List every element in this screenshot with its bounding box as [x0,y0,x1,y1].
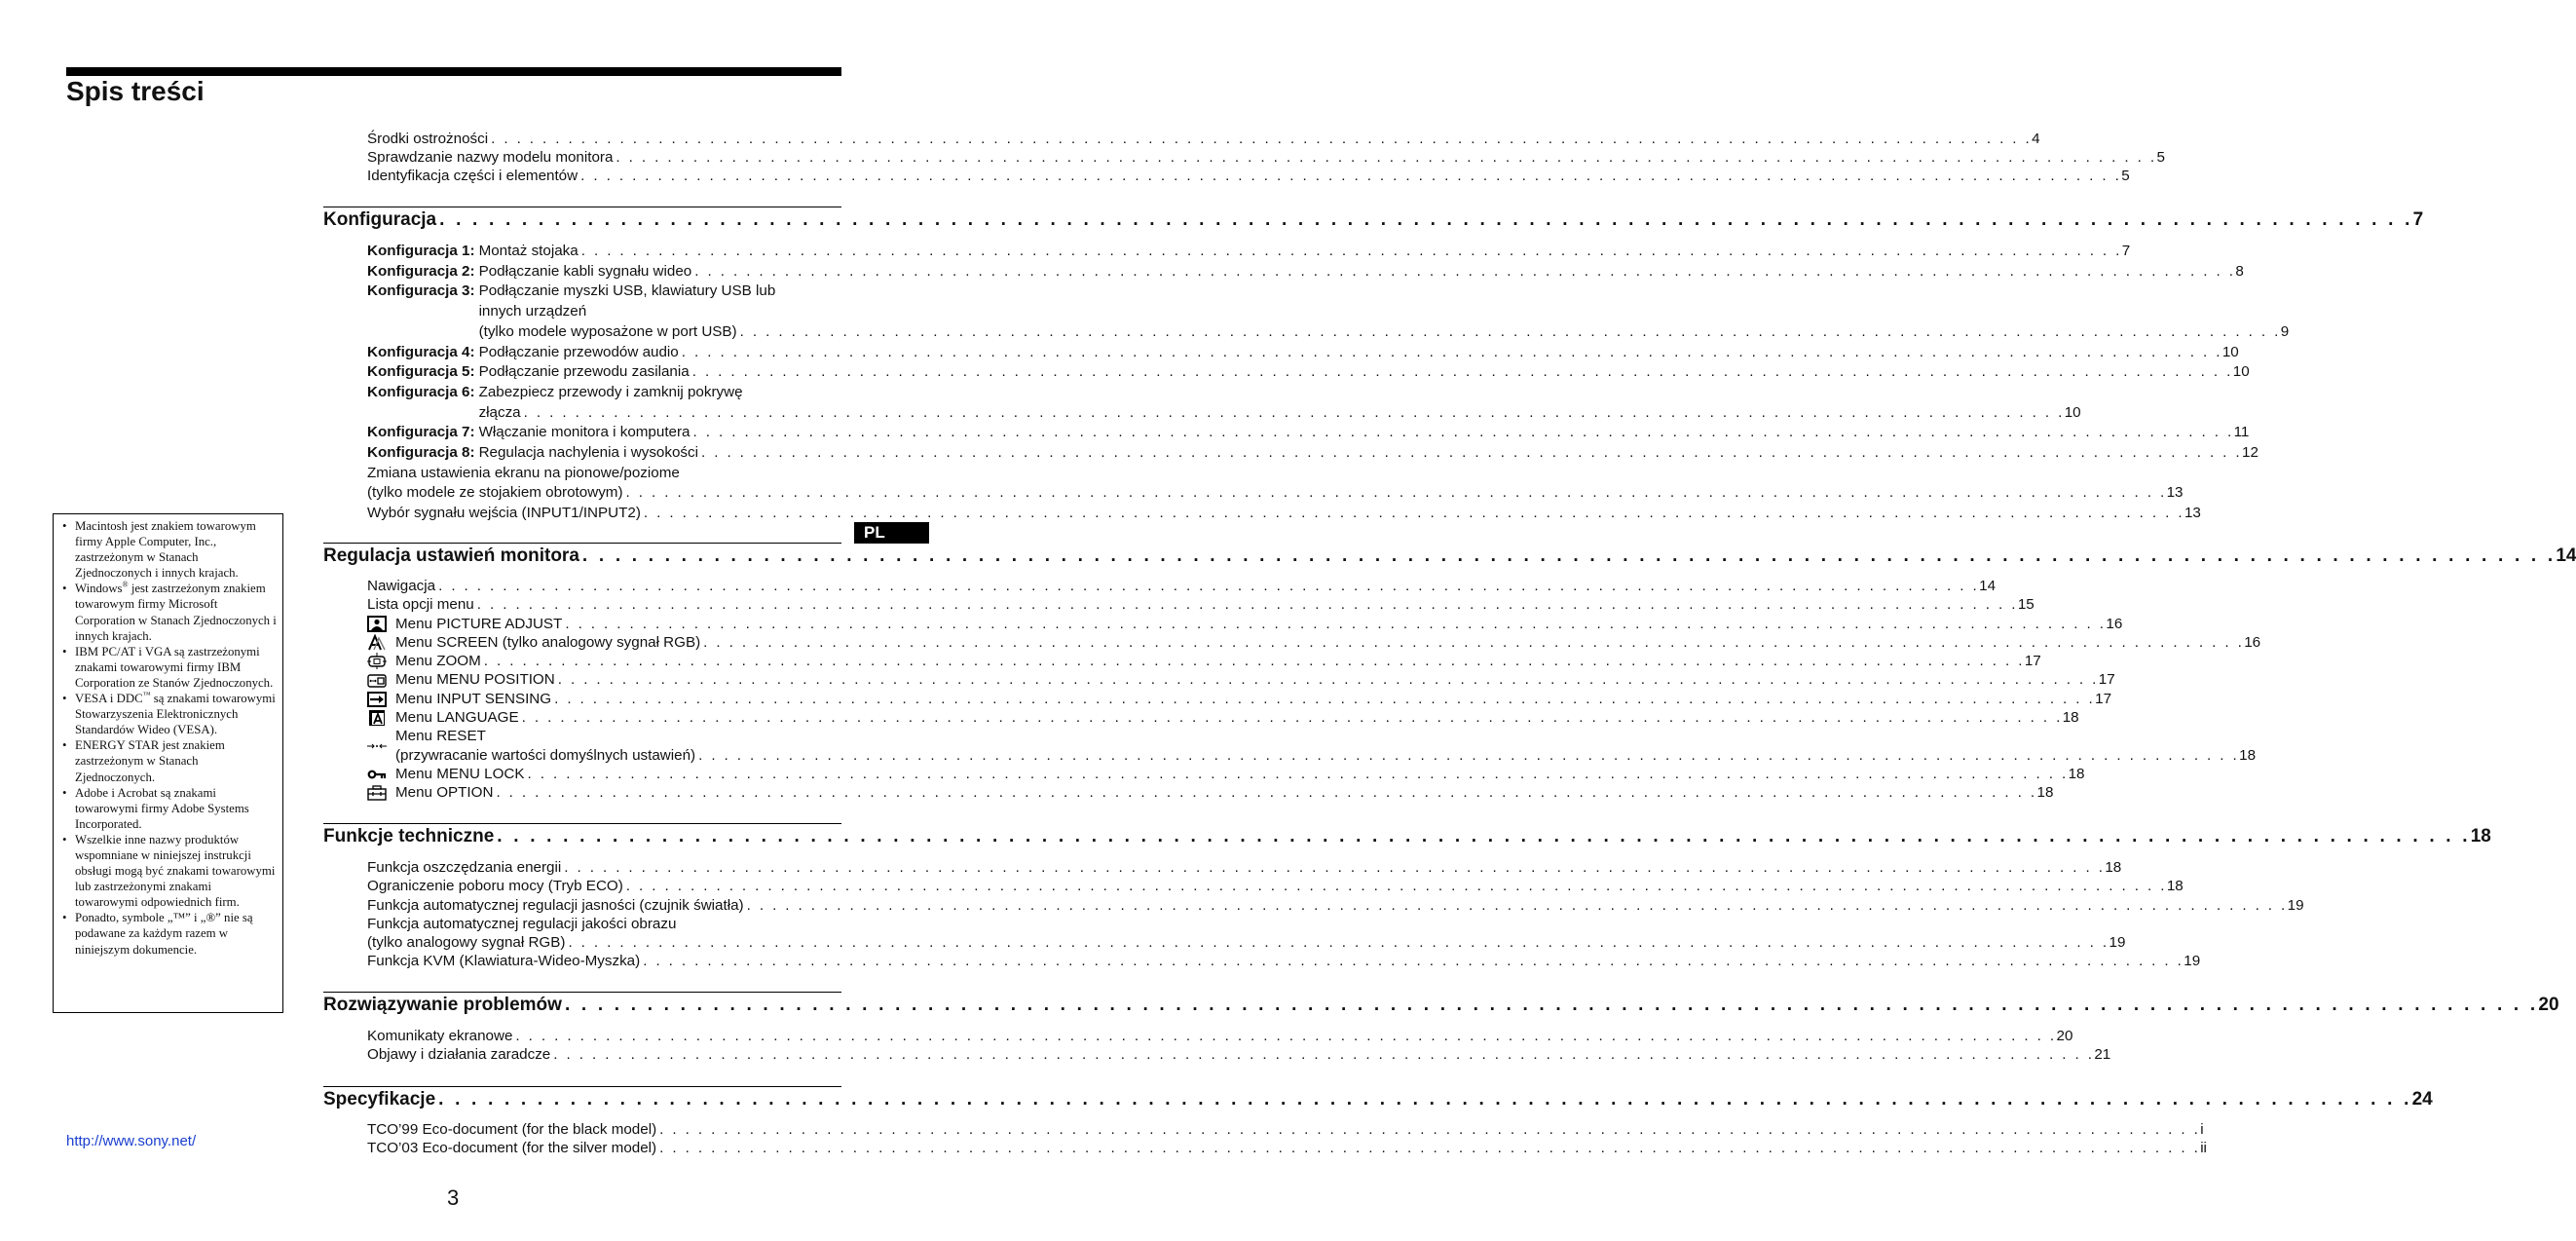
entry-lines [367,504,2201,524]
entry-lines [367,1120,2204,1139]
entry-last-line [395,633,2261,652]
entry-lines [478,282,2290,342]
section-page: 7 [2412,209,2424,230]
entry-page: 17 [2024,653,2041,670]
trademark-text: Ponadto, symbole „™” i „®” nie są podawane za każdym razem w niniejszym dokumencie. [75,911,253,957]
dot-leader: . . . . . . . . . . . . . . . . . . . . . . . . . . . . . . . . . . . . . . . . . . . . . . . . . . . . . . . . . . . . . . . . . . . . . . . . . . . . . . . . . . . . . . . . . . . . . . . . . . . . . . . . . . . . . . . . . . . . . . . . [643,953,2184,970]
entry-lines [478,362,2250,383]
entry-last-line [367,130,2040,148]
entry-lines [478,262,2244,282]
entry-last-line [478,343,2239,363]
entry-last-line [367,933,2126,952]
dot-leader: . . . . . . . . . . . . . . . . . . . . . . . . . . . . . . . . . . . . . . . . . . . . . . . . . . . . . . . . . . . . . . . . . . . . . . . . . . . . . . . . . . . . . . . . . . . . . . . . . . . . . . . . . . . . . . . . . . . . . . . . [476,596,2018,614]
entry-lines [478,423,2250,443]
toc-entry[interactable] [367,690,2112,708]
entry-last-line [367,877,2184,895]
entry-lines [367,595,2035,614]
entry-lines [367,167,2130,185]
dot-leader: . . . . . . . . . . . . . . . . . . . . . . . . . . . . . . . . . . . . . . . . . . . . . . . . . . . . . . . . . . . . . . . . . . . . . . . . . . . . . . . . . . . . . . . . . . . . . . . . . . . . . . . . . . . . . . . . . . . . . . . . [625,878,2167,895]
entry-page: 18 [2239,746,2257,764]
entry-lines [367,915,2126,953]
entry-text: Podłączanie przewodów audio [478,343,679,360]
entry-text: Środki ostrożności [367,131,489,147]
entry-text: Menu ZOOM [395,653,481,670]
entry-last-line [367,167,2130,185]
trademark-text: jest zastrzeżonym znakiem towarowym firmy Microsoft Corporation w Stanach Zjednoczonych i innych krajach. [75,582,277,643]
entry-label: Konfiguracja 1: [367,243,475,259]
entry-page: 18 [2062,709,2079,727]
toc-entry[interactable] [367,504,2201,524]
dot-leader: . . . . . . . . . . . . . . . . . . . . . . . . . . . . . . . . . . . . . . . . . . . . . . . . . . . . . . . . . . . . . . . . . . . . . . . . . . . . . . . . . . . . . . . . . . . . . . . . . . . . . . . . . . . . . . . . . . . . . . . . [580,168,2122,184]
section-heading[interactable] [323,993,2559,1018]
entry-last-line [395,690,2112,708]
toc-entry[interactable] [367,443,2259,464]
toc-entry[interactable] [367,362,2250,383]
entry-page: 14 [1979,578,1997,594]
entry-text: (przywracanie wartości domyślnych ustawień) [395,746,696,764]
entry-text: Funkcja KVM (Klawiatura-Wideo-Myszka) [367,953,641,970]
section-page: 14 [2556,545,2576,566]
reset-icon [367,727,395,765]
toc-entry-list [367,1027,2111,1065]
dot-leader: . . . . . . . . . . . . . . . . . . . . . . . . . . . . . . . . . . . . . . . . . . . . . . . . . . . . . . . . . . . . . . . . . . . . . . . . . . . . . . . . . . . . . . . . . . . . . . . . . . . . . . . . . . . . . . . . . . . . . . . . [616,149,2157,166]
dot-leader: . . . . . . . . . . . . . . . . . . . . . . . . . . . . . . . . . . . . . . . . . . . . . . . . . . . . . . . . . . . . . . . . . . . . . . . . . . . . . . . . . . . . . . . . . . . . . . . . . . . . . . . . . . . . . . . . . . . . . . . . [491,131,2033,147]
dot-leader: . . . . . . . . . . . . . . . . . . . . . . . . . . . . . . . . . . . . . . . . . . . . . . . . . . . . . . . . . . . . . . . . . . . . . . . . . . . . . . . . . . . . . . . . . . . . . . . . . . . . . . . . . . . . . . . . . . . . . . . . [694,262,2236,280]
entry-text: Zabezpiecz przewody i zamknij pokrywę [478,383,743,400]
dot-leader: . . . . . . . . . . . . . . . . . . . . . . . . . . . . . . . . . . . . . . . . . . . . . . . . . . . . . . . . . . . . . . . . . . . . . . . . . . . . . . . . . . . . . . . . . . . . . . . . . . . . . . . . . . . . . . . . . . . . . . . . [739,322,2281,340]
entry-lines [367,1027,2073,1045]
dot-leader: . . . . . . . . . . . . . . . . . . . . . . . . . . . . . . . . . . . . . . . . . . . . . . . . . . . . . . . . . . . . . . . . . . . . . . . . . . . . . . . . . . . . . . . . . . . . . . . . . . . . . . . . . . . . . . . . . . . . . . . . [523,403,2065,421]
trademarks-box [53,513,283,1013]
entry-last-line [478,322,2290,343]
dot-leader: . . . . . . . . . . . . . . . . . . . . . . . . . . . . . . . . . . . . . . . . . . . . . . . . . . . . . . . . . . . . . . . . . . . . . . . . . . . . . . . . . . . . . . . . . . . . . . . . . . . . . . . . . . . . . . . . . . . . . . . . [568,934,2109,952]
entry-page: 10 [2232,363,2250,381]
top-bar [66,67,841,76]
dot-leader: . . . . . . . . . . . . . . . . . . . . . . . . . . . . . . . . . . . . . . . . . . . . . . . . . . . . . . . . . . . . . . . . . . . . . . . . . . . . . . . . . . . . . . . . . . . . . . . . . . . . . . . . . . . . . . . . . . . . . . . . [564,859,2106,876]
entry-lines [367,952,2201,970]
section-page: 20 [2538,995,2559,1015]
dot-leader: . . . . . . . . . . . . . . . . . . . . . . . . . . . . . . . . . . . . . . . . . . . . . . . . . . . . . . . . . . . . . . . . . . . . . . . . . . . . . . . . . . . . . . . . . . . . . . . . . . . . . . . . . . . . . . . . . . . . . . . . [496,784,2037,802]
dot-leader: . . . . . . . . . . . . . . . . . . . . . . . . . . . . . . . . . . . . . . . . . . . . . . . . . . . . . . . . . . . . . . . . . . . . . . . . . . . . . . . . . . . . . . . . . . . . . . . . . . . . . . . . . . . . . . . . . . . . . . . . [439,209,2413,230]
entry-last-line [367,1120,2204,1139]
trademark-text: Wszelkie inne nazwy produktów wspomniane w niniejszej instrukcji obsługi mogą być znakami towarowymi lub zastrzeżonymi znakami towarowymi odpowiednich firm. [75,832,276,910]
entry-last-line [395,670,2115,689]
toc-entry[interactable] [367,615,2123,633]
dot-leader: . . . . . . . . . . . . . . . . . . . . . . . . . . . . . . . . . . . . . . . . . . . . . . . . . . . . . . . . . . . . . . . . . . . . . . . . . . . . . . . . . . . . . . . . . . . . . . . . . . . . . . . . . . . . . . . . . . . . . . . . [625,484,2167,502]
entry-text: Funkcja automatycznej regulacji jakości obrazu [367,915,677,932]
dot-leader: . . . . . . . . . . . . . . . . . . . . . . . . . . . . . . . . . . . . . . . . . . . . . . . . . . . . . . . . . . . . . . . . . . . . . . . . . . . . . . . . . . . . . . . . . . . . . . . . . . . . . . . . . . . . . . . . . . . . . . . . [527,765,2069,782]
toc-entry[interactable] [367,423,2250,443]
toc-entry[interactable] [367,952,2201,970]
entry-text: Funkcja automatycznej regulacji jasności (czujnik światła) [367,896,744,914]
entry-lines [395,652,2041,670]
trademark-name: VESA i DDC [75,692,143,706]
toc-entry[interactable] [367,652,2041,670]
trademark-item [75,737,277,784]
entry-page: 5 [2121,168,2130,184]
toc-entry[interactable] [367,343,2239,363]
entry-lines [395,670,2115,689]
dot-leader: . . . . . . . . . . . . . . . . . . . . . . . . . . . . . . . . . . . . . . . . . . . . . . . . . . . . . . . . . . . . . . . . . . . . . . . . . . . . . . . . . . . . . . . . . . . . . . . . . . . . . . . . . . . . . . . . . . . . . . . . [565,615,2107,632]
entry-lines [367,130,2040,148]
trademark-name: Windows [75,582,123,596]
dot-leader: . . . . . . . . . . . . . . . . . . . . . . . . . . . . . . . . . . . . . . . . . . . . . . . . . . . . . . . . . . . . . . . . . . . . . . . . . . . . . . . . . . . . . . . . . . . . . . . . . . . . . . . . . . . . . . . . . . . . . . . . [580,243,2122,259]
entry-last-line [367,896,2304,915]
language-tab: PL [854,522,929,544]
toc-entry[interactable] [367,896,2304,915]
trademark-text: są znakami towarowymi Stowarzyszenia Elektronicznych Standardów Wideo (VESA). [75,692,276,737]
entry-label: Konfiguracja 8: [367,444,475,462]
dot-leader: . . . . . . . . . . . . . . . . . . . . . . . . . . . . . . . . . . . . . . . . . . . . . . . . . . . . . . . . . . . . . . . . . . . . . . . . . . . . . . . . . . . . . . . . . . . . . . . . . . . . . . . . . . . . . . . . . . . . . . . . [698,746,2240,764]
entry-page: 21 [2094,1046,2111,1064]
entry-text: Menu SCREEN (tylko analogowy sygnał RGB) [395,633,701,651]
dot-leader: . . . . . . . . . . . . . . . . . . . . . . . . . . . . . . . . . . . . . . . . . . . . . . . . . . . . . . . . . . . . . . . . . . . . . . . . . . . . . . . . . . . . . . . . . . . . . . . . . . . . . . . . . . . . . . . . . . . . . . . . [553,1046,2095,1064]
entry-text: Montaż stojaka [478,243,579,259]
dot-leader: . . . . . . . . . . . . . . . . . . . . . . . . . . . . . . . . . . . . . . . . . . . . . . . . . . . . . . . . . . . . . . . . . . . . . . . . . . . . . . . . . . . . . . . . . . . . . . . . . . . . . . . . . . . . . . . . . . . . . . . . [659,1121,2201,1138]
dot-leader: . . . . . . . . . . . . . . . . . . . . . . . . . . . . . . . . . . . . . . . . . . . . . . . . . . . . . . . . . . . . . . . . . . . . . . . . . . . . . . . . . . . . . . . . . . . . . . . . . . . . . . . . . . . . . . . . . . . . . . . . [703,633,2245,651]
entry-last-line [395,783,2054,802]
picture-adjust-icon [367,615,395,633]
entry-page: 16 [2106,615,2123,632]
toc-entry[interactable] [367,877,2184,895]
toc-entry-list [367,858,2304,971]
menu-lock-icon [367,765,395,783]
section-title: Funkcje techniczne [323,826,495,846]
entry-text: Menu LANGUAGE [395,709,519,727]
entry-page: 13 [2184,505,2201,522]
toc-entry[interactable] [367,1120,2204,1139]
section-heading[interactable] [323,824,2491,849]
toc-entry[interactable] [367,464,2184,504]
dot-leader: . . . . . . . . . . . . . . . . . . . . . . . . . . . . . . . . . . . . . . . . . . . . . . . . . . . . . . . . . . . . . . . . . . . . . . . . . . . . . . . . . . . . . . . . . . . . . . . . . . . . . . . . . . . . . . . . . . . . . . . . [643,505,2184,522]
trademark-text: IBM PC/AT i VGA są zastrzeżonymi znakami towarowymi firmy IBM Corporation ze Stanów Zjednoczonych. [75,644,274,690]
entry-lines [367,1139,2207,1157]
entry-lines [478,343,2239,363]
toc-entry[interactable] [367,242,2131,262]
entry-text: Nawigacja [367,578,436,594]
entry-label: Konfiguracja 2: [367,262,475,280]
toc-entry[interactable] [367,148,2165,167]
toc-entry[interactable] [367,708,2079,727]
dot-leader: . . . . . . . . . . . . . . . . . . . . . . . . . . . . . . . . . . . . . . . . . . . . . . . . . . . . . . . . . . . . . . . . . . . . . . . . . . . . . . . . . . . . . . . . . . . . . . . . . . . . . . . . . . . . . . . . . . . . . . . . [497,826,2471,846]
entry-last-line [395,615,2123,633]
entry-lines [395,690,2112,708]
entry-lines [395,765,2085,783]
entry-page: 7 [2121,243,2131,259]
toc-entry[interactable] [367,383,2081,423]
dot-leader: . . . . . . . . . . . . . . . . . . . . . . . . . . . . . . . . . . . . . . . . . . . . . . . . . . . . . . . . . . . . . . . . . . . . . . . . . . . . . . . . . . . . . . . . . . . . . . . . . . . . . . . . . . . . . . . . . . . . . . . . [564,995,2539,1015]
entry-last-line [367,595,2035,614]
entry-text: Podłączanie kabli sygnału wideo [478,262,692,280]
toc-entry[interactable] [367,167,2130,185]
entry-last-line [478,403,2081,424]
page-title: Spis treści [66,76,205,106]
toc-entry[interactable] [367,915,2126,953]
dot-leader: . . . . . . . . . . . . . . . . . . . . . . . . . . . . . . . . . . . . . . . . . . . . . . . . . . . . . . . . . . . . . . . . . . . . . . . . . . . . . . . . . . . . . . . . . . . . . . . . . . . . . . . . . . . . . . . . . . . . . . . . [659,1140,2201,1157]
entry-last-line [478,262,2244,282]
dot-leader: . . . . . . . . . . . . . . . . . . . . . . . . . . . . . . . . . . . . . . . . . . . . . . . . . . . . . . . . . . . . . . . . . . . . . . . . . . . . . . . . . . . . . . . . . . . . . . . . . . . . . . . . . . . . . . . . . . . . . . . . [700,444,2243,462]
entry-lines [367,577,1997,595]
toc-entry[interactable] [367,262,2244,282]
trademark-symbol: ® [122,581,129,590]
entry-text: złącza [478,403,521,421]
entry-text: Wybór sygnału wejścia (INPUT1/INPUT2) [367,505,641,522]
entry-lines [395,615,2123,633]
trademark-item [75,644,277,691]
entry-last-line [395,652,2041,670]
entry-text: Lista opcji menu [367,596,474,614]
entry-lines [395,633,2261,652]
trademark-item [75,910,277,957]
dot-leader: . . . . . . . . . . . . . . . . . . . . . . . . . . . . . . . . . . . . . . . . . . . . . . . . . . . . . . . . . . . . . . . . . . . . . . . . . . . . . . . . . . . . . . . . . . . . . . . . . . . . . . . . . . . . . . . . . . . . . . . . [483,653,2025,670]
entry-lines [367,464,2184,504]
entry-page: 18 [2166,878,2184,895]
input-sensing-icon [367,690,395,708]
section-heading[interactable] [323,544,2576,569]
entry-text: Objawy i działania zaradcze [367,1046,551,1064]
entry-last-line [367,1045,2111,1064]
entry-page: 13 [2166,484,2184,502]
section-title: Regulacja ustawień monitora [323,545,579,566]
entry-page: 4 [2032,131,2040,147]
trademark-item [75,785,277,832]
toc-entry[interactable] [367,130,2040,148]
entry-text: innych urządzeń [478,303,587,320]
entry-label: Konfiguracja 6: [367,383,475,400]
entry-last-line [367,1139,2207,1157]
entry-text: TCO’03 Eco-document (for the silver model) [367,1140,657,1157]
trademark-item [75,691,277,737]
entry-text: Menu INPUT SENSING [395,690,552,707]
dot-leader: . . . . . . . . . . . . . . . . . . . . . . . . . . . . . . . . . . . . . . . . . . . . . . . . . . . . . . . . . . . . . . . . . . . . . . . . . . . . . . . . . . . . . . . . . . . . . . . . . . . . . . . . . . . . . . . . . . . . . . . . [681,343,2222,360]
toc-entry-list [367,577,2261,803]
entry-label: Konfiguracja 3: [367,282,475,300]
entry-last-line [367,952,2201,970]
entry-page: 17 [2095,690,2112,707]
entry-page: 15 [2017,596,2035,614]
entry-last-line [395,708,2079,727]
section-title: Konfiguracja [323,209,437,230]
entry-page: 18 [2036,784,2054,802]
entry-text: (tylko modele ze stojakiem obrotowym) [367,484,623,502]
entry-lines [367,858,2122,877]
toc-entry[interactable] [367,282,2290,342]
entry-page: 5 [2156,149,2165,166]
entry-lines [367,1045,2111,1064]
toc-entry[interactable] [367,670,2115,689]
entry-lines [478,443,2259,464]
trademark-symbol: ™ [142,690,151,699]
entry-text: Menu MENU LOCK [395,765,525,782]
toc-entry[interactable] [367,633,2261,652]
entry-last-line [367,577,1997,595]
entry-text: Podłączanie przewodu zasilania [478,363,690,381]
trademark-text: Adobe i Acrobat są znakami towarowymi firmy Adobe Systems Incorporated. [75,785,249,831]
entry-label: Konfiguracja 4: [367,343,475,360]
entry-page: 20 [2056,1028,2073,1044]
entry-text: Funkcja oszczędzania energii [367,859,562,876]
entry-last-line [478,443,2259,464]
toc-entry[interactable] [367,858,2122,877]
page-number: 3 [447,1185,460,1210]
entry-page: 19 [2287,896,2304,914]
entry-text: Zmiana ustawienia ekranu na pionowe/poziome [367,464,680,481]
entry-last-line [367,483,2184,504]
entry-page: 16 [2244,633,2261,651]
toc-entry-list [367,130,2165,185]
dot-leader: . . . . . . . . . . . . . . . . . . . . . . . . . . . . . . . . . . . . . . . . . . . . . . . . . . . . . . . . . . . . . . . . . . . . . . . . . . . . . . . . . . . . . . . . . . . . . . . . . . . . . . . . . . . . . . . . . . . . . . . . [692,424,2234,441]
entry-page: 18 [2105,859,2122,876]
toc-entry[interactable] [367,727,2257,765]
entry-page: i [2200,1121,2204,1138]
dot-leader: . . . . . . . . . . . . . . . . . . . . . . . . . . . . . . . . . . . . . . . . . . . . . . . . . . . . . . . . . . . . . . . . . . . . . . . . . . . . . . . . . . . . . . . . . . . . . . . . . . . . . . . . . . . . . . . . . . . . . . . . [515,1028,2057,1044]
dot-leader: . . . . . . . . . . . . . . . . . . . . . . . . . . . . . . . . . . . . . . . . . . . . . . . . . . . . . . . . . . . . . . . . . . . . . . . . . . . . . . . . . . . . . . . . . . . . . . . . . . . . . . . . . . . . . . . . . . . . . . . . [746,896,2288,914]
toc-entry[interactable] [367,577,1997,595]
entry-page: 19 [2109,934,2126,952]
entry-page: 17 [2098,671,2115,689]
entry-lines [395,783,2054,802]
dot-leader: . . . . . . . . . . . . . . . . . . . . . . . . . . . . . . . . . . . . . . . . . . . . . . . . . . . . . . . . . . . . . . . . . . . . . . . . . . . . . . . . . . . . . . . . . . . . . . . . . . . . . . . . . . . . . . . . . . . . . . . . [557,671,2099,689]
sony-url-link[interactable]: http://www.sony.net/ [66,1133,197,1149]
section-page: 18 [2470,826,2491,846]
entry-lines [478,242,2131,262]
entry-lines [367,877,2184,895]
entry-text: Komunikaty ekranowe [367,1028,513,1044]
language-icon [367,708,395,727]
dot-leader: . . . . . . . . . . . . . . . . . . . . . . . . . . . . . . . . . . . . . . . . . . . . . . . . . . . . . . . . . . . . . . . . . . . . . . . . . . . . . . . . . . . . . . . . . . . . . . . . . . . . . . . . . . . . . . . . . . . . . . . . [438,578,1980,594]
entry-text: Podłączanie myszki USB, klawiatury USB lub [478,282,776,300]
toc-entry[interactable] [367,1045,2111,1064]
entry-text: Menu PICTURE ADJUST [395,615,563,632]
toc-entry-list [367,242,2290,524]
section-title: Specyfikacje [323,1089,436,1109]
trademark-item [75,518,277,581]
entry-page: 18 [2068,765,2085,782]
entry-text: Sprawdzanie nazwy modelu monitora [367,149,614,166]
entry-text: (tylko modele wyposażone w port USB) [478,322,737,340]
entry-page: 11 [2233,424,2250,441]
menu-position-icon [367,670,395,689]
entry-last-line [367,858,2122,877]
dot-leader: . . . . . . . . . . . . . . . . . . . . . . . . . . . . . . . . . . . . . . . . . . . . . . . . . . . . . . . . . . . . . . . . . . . . . . . . . . . . . . . . . . . . . . . . . . . . . . . . . . . . . . . . . . . . . . . . . . . . . . . . [691,363,2233,381]
trademark-item [75,832,277,910]
entry-last-line [395,765,2085,783]
entry-text: Menu RESET [395,728,486,745]
entry-page: 19 [2184,953,2201,970]
entry-lines [478,383,2081,423]
entry-lines [367,896,2304,915]
entry-text: TCO’99 Eco-document (for the black model) [367,1121,657,1138]
entry-page: 9 [2280,322,2290,340]
entry-last-line [395,746,2257,765]
entry-last-line [478,423,2250,443]
section-title: Rozwiązywanie problemów [323,995,562,1015]
entry-text: (tylko analogowy sygnał RGB) [367,934,566,952]
trademark-text: ENERGY STAR jest znakiem zastrzeżonym w Stanach Zjednoczonych. [75,738,225,784]
entry-text: Menu OPTION [395,784,494,802]
entry-lines [367,148,2165,167]
toc-entry-list [367,1120,2207,1158]
toc-entry[interactable] [367,765,2085,783]
dot-leader: . . . . . . . . . . . . . . . . . . . . . . . . . . . . . . . . . . . . . . . . . . . . . . . . . . . . . . . . . . . . . . . . . . . . . . . . . . . . . . . . . . . . . . . . . . . . . . . . . . . . . . . . . . . . . . . . . . . . . . . . [521,709,2063,727]
entry-last-line [367,1027,2073,1045]
option-icon [367,783,395,802]
entry-last-line [478,242,2131,262]
dot-leader: . . . . . . . . . . . . . . . . . . . . . . . . . . . . . . . . . . . . . . . . . . . . . . . . . . . . . . . . . . . . . . . . . . . . . . . . . . . . . . . . . . . . . . . . . . . . . . . . . . . . . . . . . . . . . . . . . . . . . . . . [554,690,2096,707]
entry-page: ii [2200,1140,2207,1157]
entry-text: Ograniczenie poboru mocy (Tryb ECO) [367,878,623,895]
dot-leader: . . . . . . . . . . . . . . . . . . . . . . . . . . . . . . . . . . . . . . . . . . . . . . . . . . . . . . . . . . . . . . . . . . . . . . . . . . . . . . . . . . . . . . . . . . . . . . . . . . . . . . . . . . . . . . . . . . . . . . . . [581,545,2557,566]
screen-icon [367,633,395,652]
toc-entry[interactable] [367,595,2035,614]
entry-text: Identyfikacja części i elementów [367,168,579,184]
entry-label: Konfiguracja 7: [367,424,475,441]
section-page: 24 [2411,1089,2433,1109]
entry-page: 8 [2235,262,2244,280]
entry-lines [395,708,2079,727]
trademark-item [75,581,277,643]
toc-entry[interactable] [367,1139,2207,1157]
entry-text: Włączanie monitora i komputera [478,424,691,441]
section-heading[interactable] [323,1087,2433,1112]
dot-leader: . . . . . . . . . . . . . . . . . . . . . . . . . . . . . . . . . . . . . . . . . . . . . . . . . . . . . . . . . . . . . . . . . . . . . . . . . . . . . . . . . . . . . . . . . . . . . . . . . . . . . . . . . . . . . . . . . . . . . . . . [438,1089,2412,1109]
entry-page: 10 [2221,343,2239,360]
trademark-text: Macintosh jest znakiem towarowym firmy Apple Computer, Inc., zastrzeżonym w Stanach Zjednoczonych i innych krajach. [75,519,256,581]
entry-last-line [367,504,2201,524]
toc-entry[interactable] [367,1027,2073,1045]
entry-text: Regulacja nachylenia i wysokości [478,444,698,462]
entry-last-line [367,148,2165,167]
zoom-icon [367,652,395,670]
entry-lines [395,727,2257,765]
entry-page: 10 [2064,403,2081,421]
entry-label: Konfiguracja 5: [367,363,475,381]
toc-entry[interactable] [367,783,2054,802]
section-heading[interactable] [323,207,2424,233]
entry-text: Menu MENU POSITION [395,671,555,689]
entry-last-line [478,362,2250,383]
entry-page: 12 [2242,444,2259,462]
